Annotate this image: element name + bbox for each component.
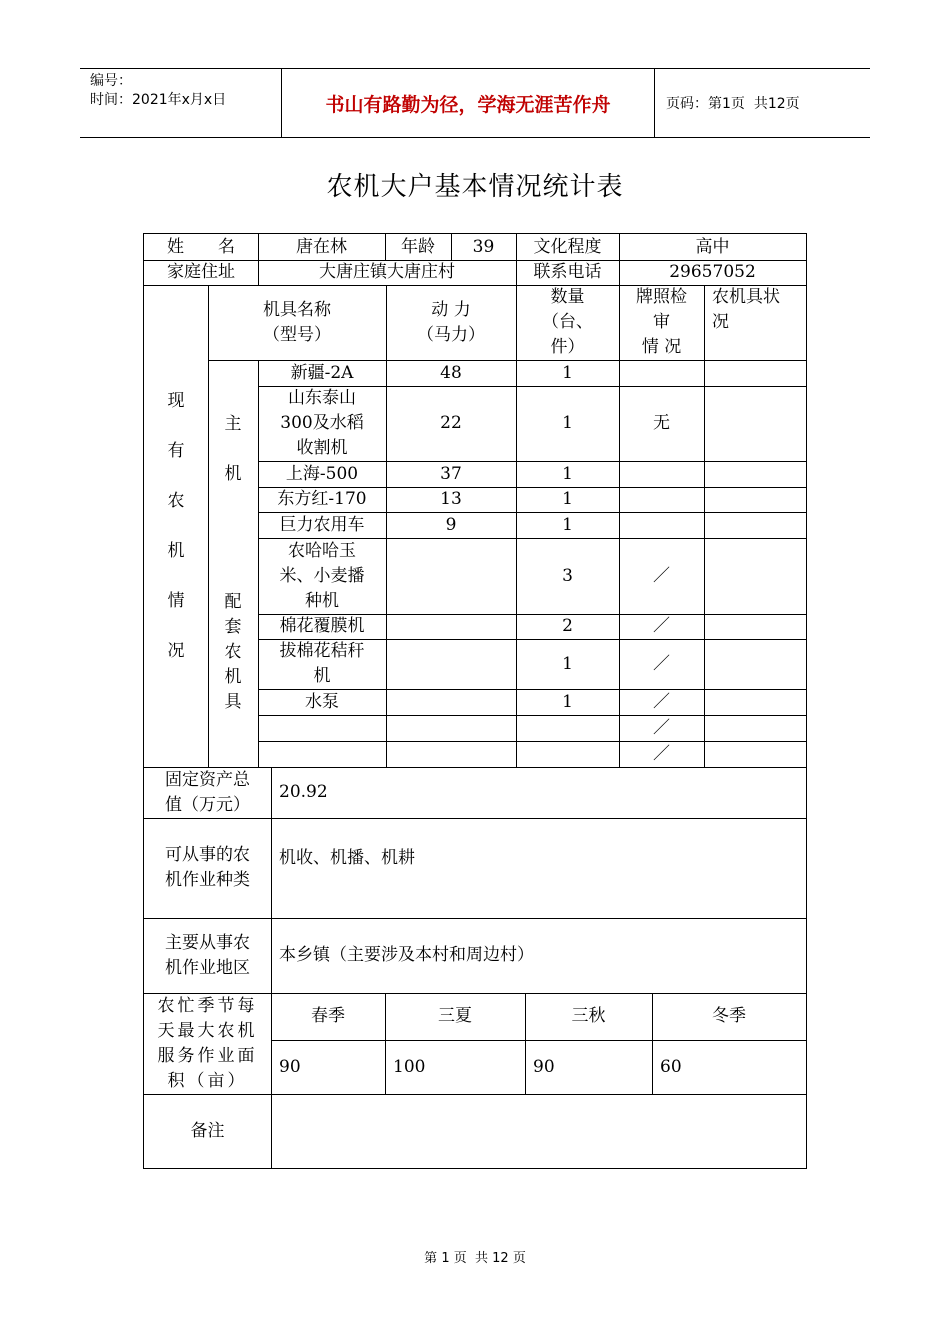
support-row-qty — [516, 741, 619, 767]
main-row-name: 东方红-170 — [277, 489, 367, 509]
main-row-qty: 1 — [562, 514, 573, 535]
main-row-qty: 1 — [562, 413, 573, 433]
support-row-license: ／ — [653, 616, 670, 636]
phone-label: 联系电话 — [533, 262, 602, 282]
main-license-value: 无 — [653, 413, 670, 433]
remarks-label: 备注 — [190, 1120, 225, 1141]
footer-mid: 页 共 — [453, 1251, 488, 1266]
page-current: 1 — [722, 96, 731, 112]
main-machine-label: 主 机 — [224, 413, 242, 484]
assets-label: 固定资产总 值（万元） — [165, 769, 250, 815]
season-label: 农忙季节每 天最大农机 服务作业面 积（亩） — [157, 995, 258, 1091]
header-motto: 书山有路勤为径，学海无涯苦作舟 — [325, 93, 611, 116]
support-row-license: ／ — [653, 743, 670, 764]
footer-current: 1 — [441, 1251, 450, 1266]
support-row-name: 棉花覆膜机 — [279, 616, 365, 636]
main-row-qty: 1 — [562, 489, 573, 509]
support-row-license: ／ — [653, 717, 670, 738]
main-row-power: 13 — [440, 489, 462, 509]
main-row-name: 上海-500 — [285, 463, 359, 484]
education-value: 高中 — [695, 236, 730, 257]
machinery-section-label: 现 有 农 机 情 况 — [167, 390, 185, 661]
address-label: 家庭住址 — [167, 262, 235, 282]
date-label: 时间：2021年x月x日 — [90, 92, 227, 108]
name-label: 姓 名 — [167, 236, 235, 257]
page-suffix: 页 — [785, 96, 800, 112]
main-row-power: 48 — [440, 362, 462, 383]
header-page-number — [666, 93, 800, 113]
work-types-label: 可从事的农 机作业种类 — [165, 845, 250, 890]
support-row-license: ／ — [653, 653, 670, 674]
work-area-value: 本乡镇（主要涉及本村和周边村） — [279, 945, 534, 965]
season-value: 90 — [279, 1056, 301, 1077]
footer-prefix: 第 — [424, 1251, 438, 1266]
footer-total: 12 — [492, 1251, 509, 1266]
main-row-power: 22 — [440, 413, 462, 433]
support-row-qty — [516, 715, 619, 741]
header-divider — [654, 69, 655, 137]
footer-suffix: 页 — [512, 1251, 526, 1266]
support-row-name — [258, 715, 386, 741]
season-value: 90 — [533, 1056, 555, 1077]
season-header: 三秋 — [571, 1006, 606, 1026]
support-row-qty: 2 — [562, 616, 573, 636]
support-row-license: ／ — [653, 691, 670, 712]
support-row-license: ／ — [653, 565, 670, 586]
assets-value: 20.92 — [279, 782, 328, 802]
col-header-qty: 数量 （台、 件） — [542, 287, 593, 357]
header-meta — [90, 72, 226, 110]
main-row-qty: 1 — [562, 463, 573, 484]
col-header-power: 动 力 （马力） — [417, 299, 485, 345]
support-row-name — [258, 741, 386, 767]
main-row-name: 新疆-2A — [290, 362, 354, 383]
season-value: 60 — [660, 1056, 682, 1077]
address-value: 大唐庄镇大唐庄村 — [319, 262, 455, 282]
phone-value: 29657052 — [669, 262, 756, 282]
support-row-name: 农哈哈玉 米、小麦播 种机 — [279, 540, 365, 611]
support-row-qty: 1 — [562, 653, 573, 674]
support-row-qty: 1 — [562, 691, 573, 712]
page-prefix: 页码：第 — [666, 96, 722, 112]
col-header-license: 牌照检 审 情 况 — [636, 287, 687, 357]
support-row-name: 拔棉花秸秆 机 — [279, 641, 365, 686]
work-area-label: 主要从事农 机作业地区 — [165, 932, 250, 978]
remarks-value — [271, 1094, 806, 1168]
season-header: 冬季 — [712, 1006, 746, 1026]
serial-label: 编号： — [90, 73, 132, 89]
page-total: 12 — [767, 96, 786, 112]
col-header-name: 机具名称 （型号） — [263, 299, 331, 345]
main-row-name: 山东泰山 300及水稻 收割机 — [280, 388, 364, 458]
support-row-qty: 3 — [562, 565, 573, 586]
support-machine-label: 配 套 农 机 具 — [224, 592, 242, 712]
support-row-name: 水泵 — [305, 691, 339, 712]
name-value: 唐在林 — [296, 236, 347, 257]
page-header — [80, 68, 870, 138]
col-header-status: 农机具状 况 — [712, 287, 780, 332]
page-footer — [0, 1247, 950, 1266]
season-value: 100 — [393, 1056, 426, 1077]
work-types-value: 机收、机播、机耕 — [279, 848, 415, 868]
age-label: 年龄 — [401, 236, 435, 257]
main-row-qty: 1 — [562, 362, 573, 383]
season-header: 三夏 — [438, 1006, 472, 1026]
main-row-power: 37 — [440, 463, 462, 484]
age-value: 39 — [472, 236, 495, 257]
stats-table — [143, 233, 807, 1169]
education-label: 文化程度 — [533, 236, 602, 257]
document-title: 农机大户基本情况统计表 — [326, 172, 624, 202]
main-row-name: 巨力农用车 — [279, 514, 365, 535]
page-mid: 页 共 — [730, 96, 768, 112]
main-row-power: 9 — [445, 514, 457, 535]
season-header: 春季 — [311, 1006, 345, 1026]
